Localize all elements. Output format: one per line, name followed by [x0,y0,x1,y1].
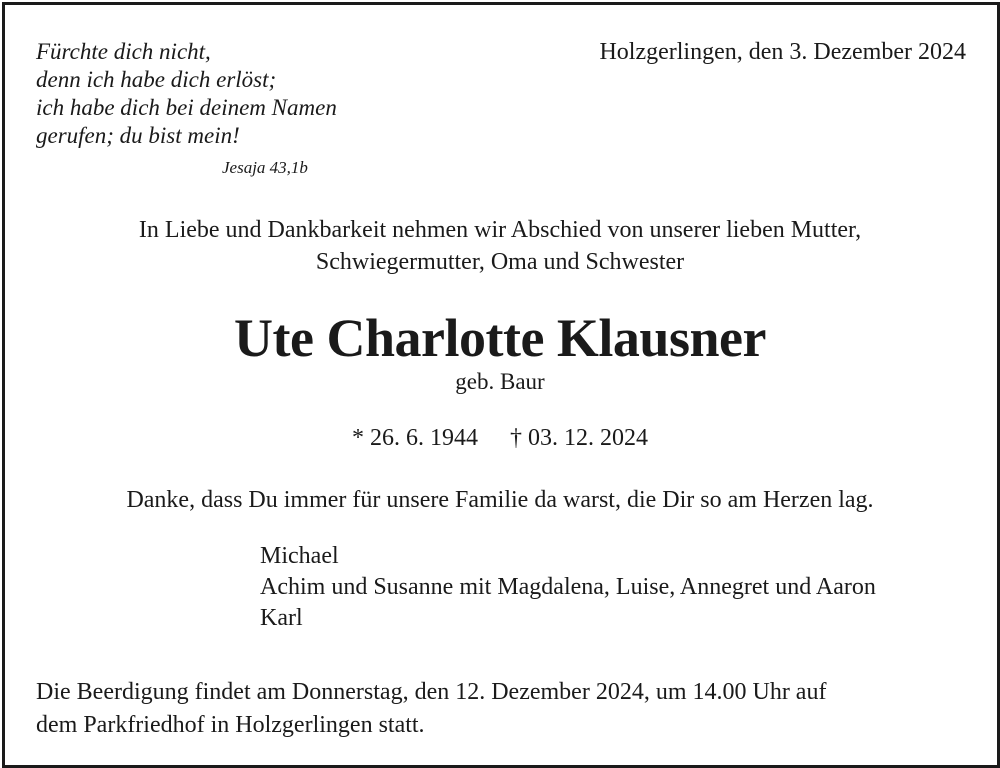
mourner-entry: Michael [260,543,339,569]
verse-line: Fürchte dich nicht, [36,39,211,64]
life-dates [0,422,1000,454]
thanks-text: Danke, dass Du immer für unsere Familie da warst, die Dir so am Herzen lag. [126,487,874,513]
place-date: Holzgerlingen, den 3. Dezember 2024 [599,39,966,65]
intro-text [0,214,1000,278]
verse-line: denn ich habe dich erlöst; [36,67,277,92]
funeral-info [36,676,826,742]
funeral-line: Die Beerdigung findet am Donnerstag, den 12. Dezember 2024, um 14.00 Uhr auf [36,679,827,705]
funeral-line: dem Parkfriedhof in Holzgerlingen statt. [36,712,425,738]
death-date: † 03. 12. 2024 [510,425,648,451]
intro-line: In Liebe und Dankbarkeit nehmen wir Abschied von unserer lieben Mutter, [138,217,862,243]
verse-line: gerufen; du bist mein! [36,123,240,148]
verse-line: ich habe dich bei deinem Namen [36,95,337,120]
verse-reference: Jesaja 43,1b [222,158,308,177]
mourners-list [260,541,876,634]
mourner-entry: Achim und Susanne mit Magdalena, Luise, Annegret und Aaron [260,574,876,600]
intro-line: Schwiegermutter, Oma und Schwester [315,249,685,275]
deceased-name: Ute Charlotte Klausner [234,308,766,368]
birth-date: * 26. 6. 1944 [352,425,478,451]
maiden-name: geb. Baur [455,369,545,394]
bible-verse [36,38,337,150]
mourner-entry: Karl [260,605,303,631]
